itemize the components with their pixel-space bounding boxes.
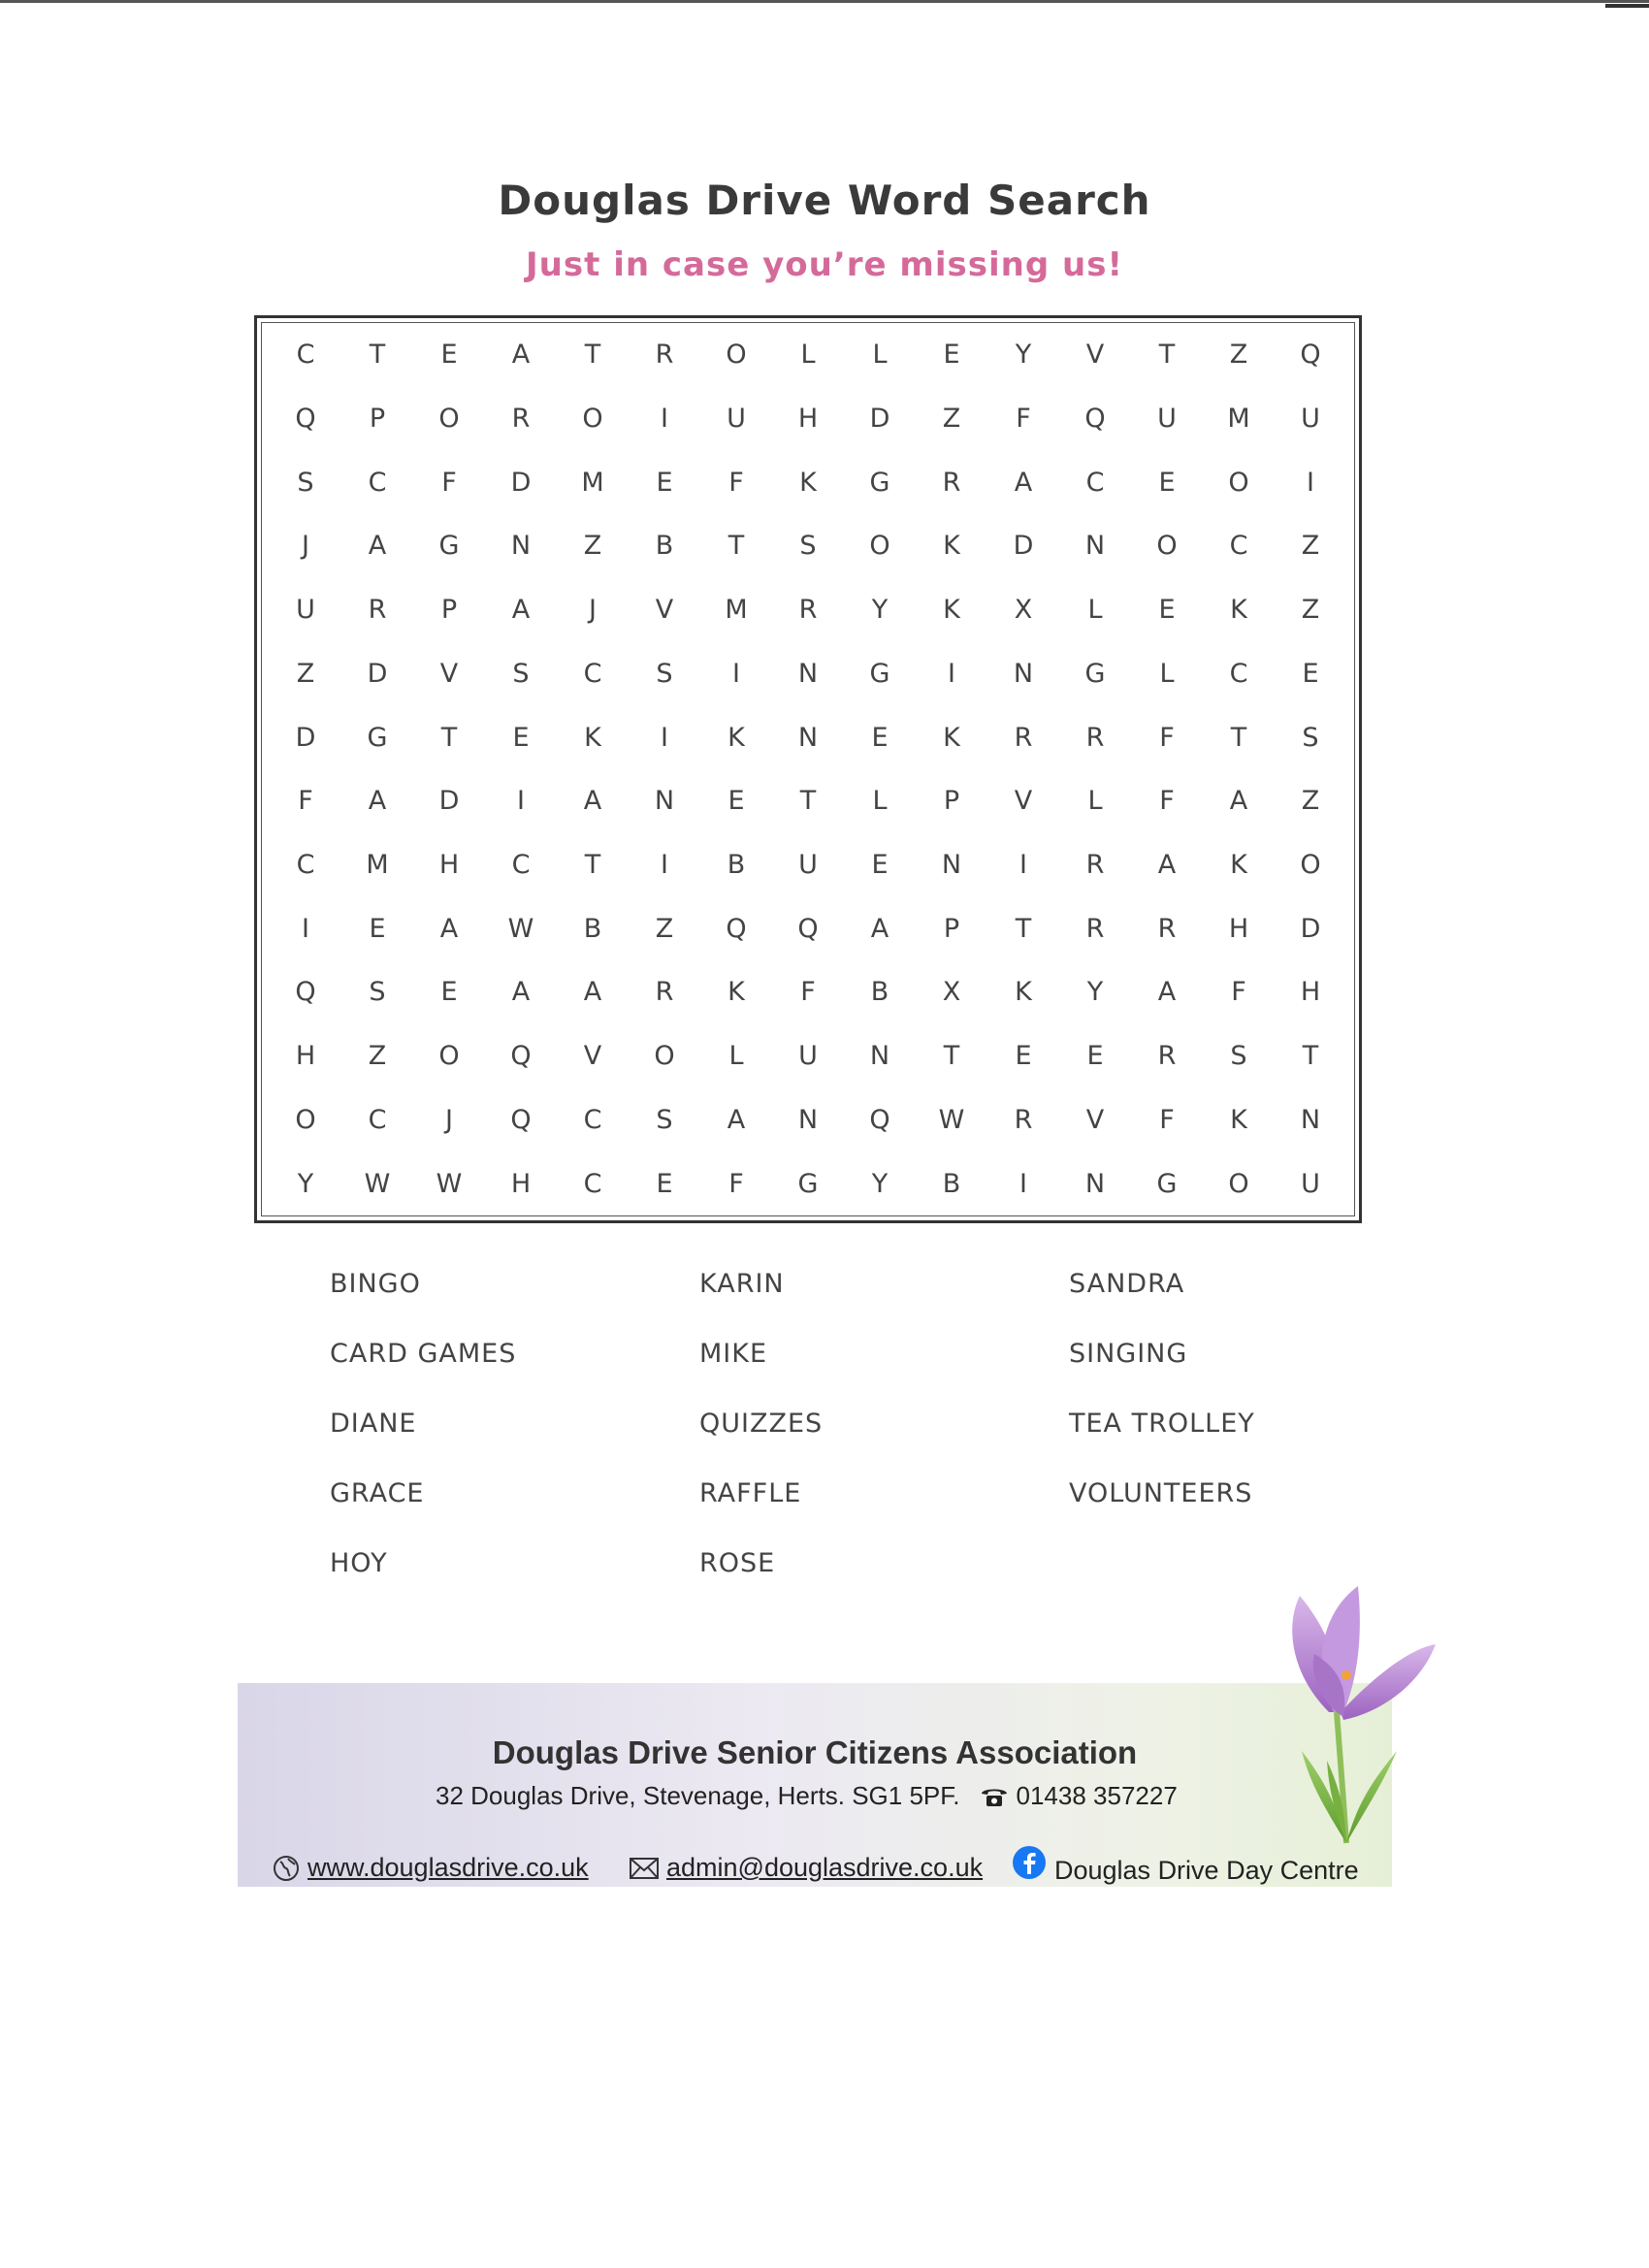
- grid-letter: R: [1014, 1104, 1033, 1135]
- grid-letter: C: [511, 850, 531, 881]
- grid-letter: K: [1230, 1104, 1247, 1135]
- grid-letter: V: [1085, 340, 1105, 371]
- grid-letter: O: [582, 404, 603, 435]
- grid-letter: D: [1300, 913, 1321, 944]
- top-border-line: [0, 0, 1649, 3]
- grid-letter: F: [1016, 404, 1031, 435]
- grid-letter: D: [510, 467, 532, 498]
- grid-letter: A: [1229, 786, 1248, 817]
- grid-letter: E: [440, 977, 458, 1008]
- grid-letter: G: [869, 467, 890, 498]
- grid-letter: D: [1013, 531, 1034, 562]
- grid-letter: K: [943, 722, 960, 753]
- crocus-flower: [1251, 1567, 1445, 1848]
- grid-letter: O: [295, 1104, 316, 1135]
- grid-letter: F: [1159, 786, 1175, 817]
- grid-letter: R: [511, 404, 531, 435]
- grid-letter: C: [1229, 658, 1248, 689]
- grid-letter: I: [661, 850, 668, 881]
- grid-letter: Q: [797, 913, 819, 944]
- grid-letter: Y: [1086, 977, 1104, 1008]
- grid-letter: I: [302, 913, 309, 944]
- grid-letter: K: [943, 531, 960, 562]
- grid-letter: K: [943, 595, 960, 626]
- grid-letter: E: [728, 786, 745, 817]
- grid-letter: J: [302, 531, 309, 562]
- grid-letter: E: [512, 722, 530, 753]
- grid-letter: H: [510, 1168, 532, 1199]
- grid-letter: P: [440, 595, 458, 626]
- grid-letter: N: [1300, 1104, 1321, 1135]
- grid-letter: L: [728, 1041, 744, 1072]
- grid-letter: U: [1157, 404, 1177, 435]
- word-list-item: ROSE: [699, 1548, 776, 1578]
- grid-letter: A: [511, 595, 531, 626]
- grid-letter: P: [369, 404, 386, 435]
- grid-letter: E: [1086, 1041, 1104, 1072]
- grid-letter: N: [654, 786, 675, 817]
- grid-letter: I: [732, 658, 740, 689]
- grid-letter: A: [583, 977, 602, 1008]
- contact-row: [273, 1853, 1378, 1892]
- grid-letter: R: [655, 340, 674, 371]
- grid-letter: O: [1228, 467, 1249, 498]
- address: 32 Douglas Drive, Stevenage, Herts. SG1 5PF.: [436, 1781, 960, 1810]
- facebook-icon: [1012, 1845, 1047, 1880]
- grid-letter: U: [798, 850, 818, 881]
- grid-letter: V: [1014, 786, 1033, 817]
- grid-letter: G: [1084, 658, 1106, 689]
- word-list-item: VOLUNTEERS: [1069, 1478, 1253, 1508]
- word-search-grid: [261, 322, 1355, 1216]
- grid-letter: Q: [1084, 404, 1106, 435]
- grid-letter: O: [1228, 1168, 1249, 1199]
- word-list-item: HOY: [330, 1548, 388, 1578]
- globe-icon: [273, 1855, 300, 1882]
- grid-letter: D: [367, 658, 388, 689]
- word-list: [330, 1269, 1397, 1618]
- word-list-item: GRACE: [330, 1478, 425, 1508]
- grid-letter: O: [654, 1041, 675, 1072]
- grid-letter: A: [583, 786, 602, 817]
- grid-letter: Z: [1301, 531, 1320, 562]
- grid-letter: Q: [510, 1104, 532, 1135]
- grid-letter: E: [871, 850, 889, 881]
- grid-letter: R: [1085, 913, 1105, 944]
- grid-letter: T: [728, 531, 745, 562]
- grid-letter: W: [436, 1168, 463, 1199]
- grid-letter: L: [872, 340, 888, 371]
- grid-letter: A: [1014, 467, 1033, 498]
- grid-letter: Y: [871, 595, 889, 626]
- grid-letter: N: [510, 531, 532, 562]
- grid-letter: R: [1014, 722, 1033, 753]
- word-list-item: MIKE: [699, 1339, 768, 1369]
- grid-letter: K: [1015, 977, 1032, 1008]
- grid-letter: N: [869, 1041, 890, 1072]
- grid-letter: W: [507, 913, 534, 944]
- grid-letter: L: [1087, 786, 1103, 817]
- email-link[interactable]: admin@douglasdrive.co.uk: [666, 1853, 984, 1882]
- grid-letter: F: [728, 1168, 744, 1199]
- grid-letter: V: [1085, 1104, 1105, 1135]
- grid-letter: N: [1084, 531, 1106, 562]
- grid-letter: R: [1157, 913, 1177, 944]
- grid-letter: M: [725, 595, 748, 626]
- grid-letter: L: [1159, 658, 1175, 689]
- grid-letter: R: [942, 467, 961, 498]
- grid-letter: I: [661, 404, 668, 435]
- grid-letter: C: [583, 1104, 602, 1135]
- grid-letter: S: [369, 977, 386, 1008]
- grid-letter: O: [1156, 531, 1178, 562]
- grid-letter: S: [512, 658, 530, 689]
- grid-letter: N: [797, 722, 819, 753]
- word-list-item: CARD GAMES: [330, 1339, 517, 1369]
- grid-letter: G: [797, 1168, 819, 1199]
- grid-letter: I: [661, 722, 668, 753]
- facebook-page[interactable]: Douglas Drive Day Centre: [1054, 1855, 1359, 1885]
- grid-letter: T: [1158, 340, 1176, 371]
- grid-letter: Q: [726, 913, 747, 944]
- grid-letter: Y: [1015, 340, 1032, 371]
- grid-letter: L: [800, 340, 816, 371]
- grid-letter: T: [369, 340, 386, 371]
- grid-letter: A: [439, 913, 459, 944]
- grid-letter: I: [517, 786, 525, 817]
- grid-letter: C: [583, 658, 602, 689]
- grid-letter: V: [655, 595, 674, 626]
- grid-letter: Z: [368, 1041, 387, 1072]
- grid-letter: Q: [1300, 340, 1321, 371]
- grid-letter: E: [369, 913, 386, 944]
- grid-letter: G: [869, 658, 890, 689]
- word-list-item: DIANE: [330, 1409, 417, 1439]
- grid-letter: F: [728, 467, 744, 498]
- grid-letter: T: [440, 722, 458, 753]
- grid-letter: A: [727, 1104, 746, 1135]
- grid-letter: T: [1230, 722, 1247, 753]
- grid-letter: E: [1302, 658, 1319, 689]
- word-list-item: SINGING: [1069, 1339, 1188, 1369]
- facebook-item[interactable]: [1012, 1845, 1359, 1885]
- grid-letter: N: [797, 1104, 819, 1135]
- grid-letter: H: [797, 404, 819, 435]
- grid-letter: V: [439, 658, 459, 689]
- word-list-item: BINGO: [330, 1269, 421, 1299]
- grid-letter: R: [655, 977, 674, 1008]
- grid-letter: E: [440, 340, 458, 371]
- top-border-mark: [1605, 4, 1649, 8]
- grid-letter: M: [581, 467, 604, 498]
- word-search-grid-frame: [254, 315, 1362, 1223]
- grid-letter: Z: [1229, 340, 1248, 371]
- grid-letter: E: [1158, 467, 1176, 498]
- grid-letter: R: [1085, 722, 1105, 753]
- grid-letter: S: [1302, 722, 1319, 753]
- word-list-item: TEA TROLLEY: [1069, 1409, 1255, 1439]
- grid-letter: T: [584, 340, 601, 371]
- grid-letter: U: [1301, 1168, 1320, 1199]
- page-subtitle: Just in case you’re missing us!: [526, 245, 1123, 284]
- grid-letter: U: [1301, 404, 1320, 435]
- grid-letter: E: [1015, 1041, 1032, 1072]
- grid-letter: C: [368, 1104, 387, 1135]
- grid-letter: M: [1227, 404, 1250, 435]
- grid-letter: A: [511, 977, 531, 1008]
- grid-letter: F: [298, 786, 313, 817]
- grid-letter: Z: [1301, 595, 1320, 626]
- website-link[interactable]: www.douglasdrive.co.uk: [307, 1853, 589, 1882]
- grid-letter: L: [1087, 595, 1103, 626]
- grid-letter: N: [1084, 1168, 1106, 1199]
- page-title: Douglas Drive Word Search: [498, 177, 1151, 224]
- grid-letter: D: [438, 786, 460, 817]
- grid-letter: K: [1230, 595, 1247, 626]
- grid-letter: F: [1231, 977, 1246, 1008]
- grid-letter: A: [870, 913, 889, 944]
- grid-letter: C: [1229, 531, 1248, 562]
- grid-letter: S: [297, 467, 314, 498]
- grid-letter: R: [1085, 850, 1105, 881]
- grid-letter: W: [938, 1104, 965, 1135]
- grid-letter: K: [799, 467, 817, 498]
- grid-letter: D: [869, 404, 890, 435]
- grid-letter: R: [1157, 1041, 1177, 1072]
- grid-letter: T: [943, 1041, 960, 1072]
- grid-letter: L: [872, 786, 888, 817]
- grid-letter: E: [656, 467, 673, 498]
- grid-letter: H: [1228, 913, 1249, 944]
- grid-letter: Q: [295, 977, 316, 1008]
- grid-letter: U: [727, 404, 746, 435]
- grid-letter: A: [368, 531, 387, 562]
- grid-letter: H: [1300, 977, 1321, 1008]
- phone-icon: [980, 1786, 1009, 1807]
- grid-letter: C: [368, 467, 387, 498]
- grid-letter: E: [656, 1168, 673, 1199]
- grid-letter: Y: [871, 1168, 889, 1199]
- grid-letter: K: [1230, 850, 1247, 881]
- grid-letter: C: [1085, 467, 1105, 498]
- grid-letter: A: [368, 786, 387, 817]
- grid-letter: Y: [297, 1168, 314, 1199]
- grid-letter: T: [799, 786, 817, 817]
- grid-letter: V: [583, 1041, 602, 1072]
- grid-letter: M: [366, 850, 389, 881]
- grid-letter: O: [438, 404, 460, 435]
- grid-letter: Q: [295, 404, 316, 435]
- grid-letter: I: [948, 658, 955, 689]
- grid-letter: C: [296, 340, 315, 371]
- grid-letter: Q: [869, 1104, 890, 1135]
- grid-letter: O: [1300, 850, 1321, 881]
- grid-letter: O: [726, 340, 747, 371]
- grid-letter: T: [1015, 913, 1032, 944]
- grid-letter: B: [942, 1168, 961, 1199]
- grid-letter: Z: [655, 913, 674, 944]
- organisation-name: Douglas Drive Senior Citizens Association: [492, 1734, 1138, 1770]
- grid-letter: B: [655, 531, 674, 562]
- phone-number: 01438 357227: [1016, 1781, 1178, 1810]
- mail-icon: [630, 1858, 659, 1879]
- grid-letter: T: [1302, 1041, 1319, 1072]
- grid-letter: N: [1013, 658, 1034, 689]
- grid-letter: N: [797, 658, 819, 689]
- grid-letter: G: [367, 722, 388, 753]
- grid-letter: U: [296, 595, 315, 626]
- grid-letter: W: [364, 1168, 391, 1199]
- grid-letter: E: [871, 722, 889, 753]
- grid-letter: U: [798, 1041, 818, 1072]
- grid-letter: B: [727, 850, 746, 881]
- grid-letter: B: [583, 913, 602, 944]
- grid-letter: K: [728, 722, 745, 753]
- grid-letter: N: [941, 850, 962, 881]
- grid-letter: X: [1014, 595, 1033, 626]
- grid-letter: F: [800, 977, 816, 1008]
- grid-letter: Q: [510, 1041, 532, 1072]
- grid-letter: E: [943, 340, 960, 371]
- word-list-item: QUIZZES: [699, 1409, 824, 1439]
- grid-letter: K: [584, 722, 601, 753]
- grid-letter: Z: [942, 404, 961, 435]
- grid-letter: Z: [296, 658, 315, 689]
- grid-letter: G: [438, 531, 460, 562]
- grid-letter: C: [296, 850, 315, 881]
- word-list-item: RAFFLE: [699, 1478, 802, 1508]
- grid-letter: K: [728, 977, 745, 1008]
- grid-letter: D: [295, 722, 316, 753]
- grid-letter: F: [1159, 1104, 1175, 1135]
- grid-letter: F: [1159, 722, 1175, 753]
- grid-letter: X: [942, 977, 961, 1008]
- grid-letter: O: [438, 1041, 460, 1072]
- grid-letter: P: [943, 913, 960, 944]
- grid-letter: I: [1019, 1168, 1027, 1199]
- word-list-item: KARIN: [699, 1269, 785, 1299]
- grid-letter: O: [869, 531, 890, 562]
- website-item[interactable]: [273, 1853, 589, 1883]
- grid-letter: C: [583, 1168, 602, 1199]
- grid-letter: H: [295, 1041, 316, 1072]
- grid-letter: A: [511, 340, 531, 371]
- grid-letter: Z: [583, 531, 602, 562]
- word-list-item: SANDRA: [1069, 1269, 1185, 1299]
- grid-letter: S: [656, 658, 673, 689]
- grid-letter: S: [1230, 1041, 1247, 1072]
- grid-letter: J: [445, 1104, 453, 1135]
- grid-letter: R: [798, 595, 818, 626]
- grid-letter: E: [1158, 595, 1176, 626]
- grid-letter: H: [438, 850, 460, 881]
- grid-letter: R: [368, 595, 387, 626]
- grid-letter: S: [799, 531, 817, 562]
- grid-letter: J: [589, 595, 597, 626]
- grid-letter: I: [1019, 850, 1027, 881]
- address-line: [436, 1781, 1178, 1811]
- grid-letter: T: [584, 850, 601, 881]
- grid-letter: B: [870, 977, 889, 1008]
- grid-letter: P: [943, 786, 960, 817]
- grid-letter: Z: [1301, 786, 1320, 817]
- grid-letter: S: [656, 1104, 673, 1135]
- grid-letter: A: [1157, 977, 1177, 1008]
- grid-letter: F: [441, 467, 457, 498]
- email-item[interactable]: [630, 1853, 983, 1883]
- grid-letter: A: [1157, 850, 1177, 881]
- grid-letter: G: [1156, 1168, 1178, 1199]
- grid-letter: I: [1307, 467, 1314, 498]
